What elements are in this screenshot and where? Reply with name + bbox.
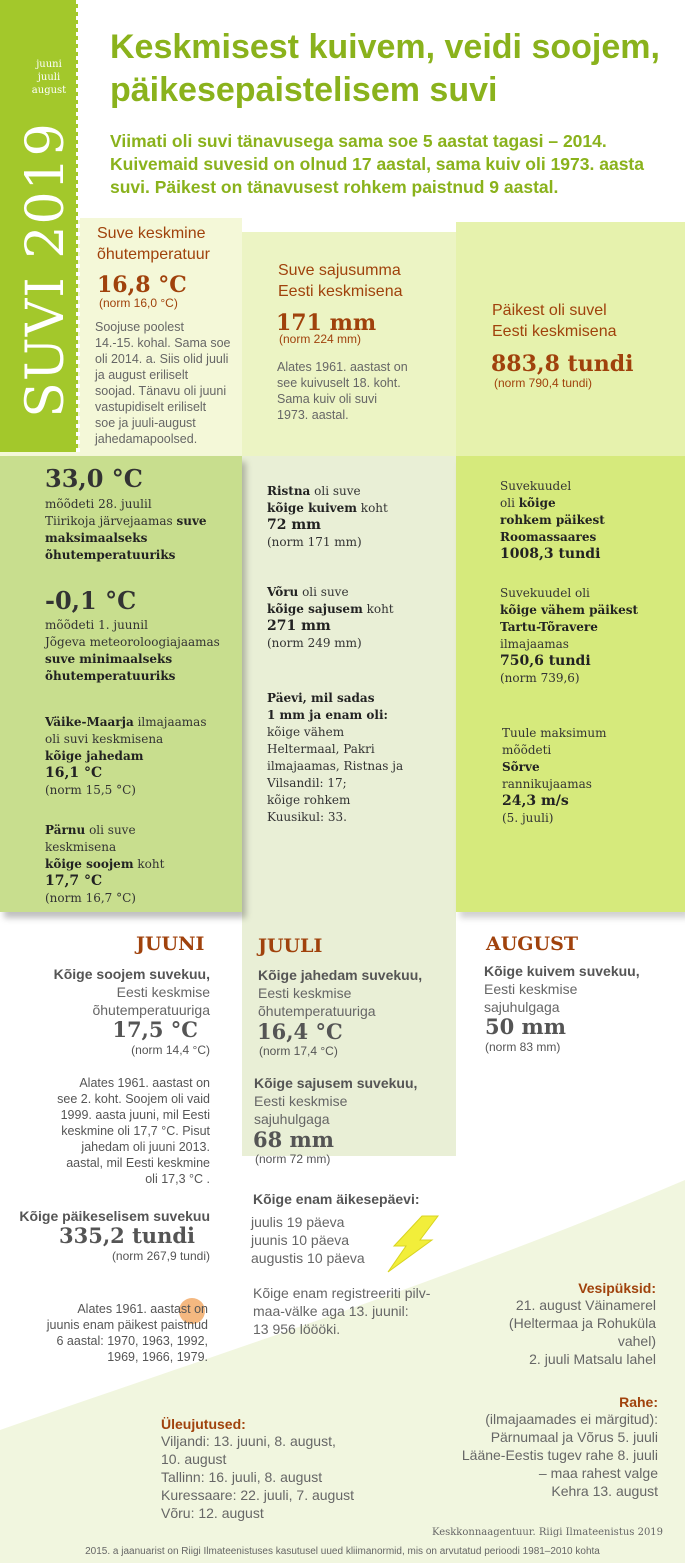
july-thunder-text: juulis 19 päeva juunis 10 päeva augustis 10 päeva	[251, 1214, 365, 1266]
june-warm-value: 17,5 °C	[112, 1017, 198, 1042]
warmest-norm: (norm 16,7 °C)	[45, 891, 136, 905]
least-sun-place: Tartu-Tõravere	[500, 620, 598, 634]
coldest-value: 16,1 °C	[45, 765, 103, 781]
max-temp-line: mõõdeti 28. juulil	[45, 497, 152, 511]
wettest-line: koht	[362, 602, 394, 616]
july-lightning-text: Kõige enam registreeriti pilv- maa-välke aga 13. juunil: 13 956 löööki.	[253, 1285, 431, 1337]
driest-place-block	[267, 483, 452, 551]
wind-line: mõõdeti	[502, 743, 552, 757]
least-sun-bold: kõige vähem päikest	[500, 603, 639, 617]
june-warm-norm: (norm 14,4 °C)	[131, 1043, 210, 1057]
max-temp-value: 33,0 °C	[45, 464, 143, 493]
most-sun-bold: kõige	[518, 496, 556, 510]
july-title: JUULI	[258, 935, 323, 957]
coldest-place: Väike-Maarja	[45, 715, 134, 729]
wind-date: (5. juuli)	[502, 811, 554, 825]
max-temp-bold: õhutemperatuuriks	[45, 548, 176, 562]
august-dry-norm: (norm 83 mm)	[485, 1040, 561, 1054]
least-sun-line: Suvekuudel oli	[500, 586, 590, 600]
least-sun-block	[500, 585, 680, 687]
coldest-place-block	[45, 714, 240, 799]
wettest-norm: (norm 249 mm)	[267, 636, 362, 650]
driest-bold: kõige kuivem	[267, 501, 357, 515]
coldest-bold: kõige jahedam	[45, 749, 144, 763]
most-sun-place: Roomassaares	[500, 530, 597, 544]
warmest-line: oli suve	[85, 823, 136, 837]
wettest-place-block	[267, 584, 452, 652]
precipitation-norm: (norm 224 mm)	[279, 332, 362, 346]
least-sun-norm: (norm 739,6)	[500, 671, 580, 685]
june-sun-head-bold: Kõige päikeselisem suvekuu	[19, 1208, 210, 1224]
rain-days-title: Päevi, mil sadas 1 mm ja enam oli:	[267, 691, 388, 722]
wind-block	[502, 725, 682, 827]
max-temp-bold: suve	[176, 514, 207, 528]
precipitation-text: Alates 1961. aastast on see kuivuselt 18. koht. Sama kuiv oli suvi 1973. aastal.	[277, 360, 408, 422]
august-dry-head	[484, 962, 679, 1016]
july-cold-head-bold: Kõige jahedam suvekuu,	[258, 967, 423, 983]
august-dry-value: 50 mm	[485, 1014, 566, 1039]
coldest-line: ilmajaamas	[133, 715, 207, 729]
most-sun-value: 1008,3 tundi	[500, 546, 601, 562]
warmest-place-block	[45, 822, 240, 907]
july-cold-value: 16,4 °C	[257, 1019, 343, 1044]
waterspouts-text: 21. august Väinamerel (Heltermaa ja Rohuküla vahel) 2. juuli Matsalu lahel	[508, 1297, 656, 1367]
side-month: juuli	[37, 72, 61, 83]
wettest-line: oli suve	[298, 585, 349, 599]
most-sun-line: oli	[500, 496, 519, 510]
wettest-bold: kõige sajusem	[267, 602, 363, 616]
june-sun-norm: (norm 267,9 tundi)	[111, 1249, 210, 1263]
august-dry-head-text: Eesti keskmise sajuhulgaga	[484, 981, 578, 1015]
most-sun-block	[500, 478, 680, 563]
warmest-place: Pärnu	[45, 823, 86, 837]
least-sun-value: 750,6 tundi	[500, 653, 591, 669]
min-temp-value: -0,1 °C	[45, 586, 137, 615]
most-sun-bold: rohkem päikest	[500, 513, 605, 527]
floods-block	[161, 1416, 391, 1522]
wind-place: Sõrve	[502, 760, 540, 774]
warmest-value: 17,7 °C	[45, 873, 103, 889]
floods-title: Üleujutused:	[161, 1416, 246, 1432]
coldest-line: oli suvi keskmisena	[45, 732, 164, 746]
min-temp-line: Jõgeva meteoroloogiajaamas	[45, 635, 220, 649]
wind-line: Tuule maksimum	[502, 726, 607, 740]
june-title: JUUNI	[136, 933, 205, 955]
june-warm-head-bold: Kõige soojem suvekuu,	[53, 966, 210, 982]
sunshine-value: 883,8 tundi	[491, 351, 634, 377]
july-cold-head	[258, 966, 453, 1020]
august-title: AUGUST	[486, 933, 578, 955]
side-month: juuni	[36, 59, 62, 70]
max-temp-place: Tiirikoja järvejaamas	[45, 514, 177, 528]
precipitation-header: Suve sajusumma Eesti keskmisena	[278, 262, 403, 300]
july-wet-head-bold: Kõige sajusem suvekuu,	[254, 1075, 418, 1091]
rain-days-text: kõige vähem Heltermaal, Pakri ilmajaamas, Ristnas ja Vilsandil: 17; kõige rohkem Kuusikul: 33.	[267, 725, 404, 824]
driest-line: koht	[356, 501, 388, 515]
july-thunder-head	[253, 1190, 453, 1208]
max-temp-bold: maksimaalseks	[45, 531, 148, 545]
least-sun-line: ilmajaamas	[500, 637, 569, 651]
july-wet-head-text: Eesti keskmise sajuhulgaga	[254, 1093, 348, 1127]
coldest-norm: (norm 15,5 °C)	[45, 783, 136, 797]
side-months	[0, 58, 98, 97]
june-warm-text: Alates 1961. aastast on see 2. koht. Soojem oli vaid 1999. aasta juuni, mil Eesti keskmine oli 17,7 °C. Pisut jahedam oli juuni 2013. aastal, mil Eesti keskmine oli 17,3 °C .	[57, 1076, 210, 1186]
july-wet-head	[254, 1074, 449, 1128]
lightning-icon	[380, 1214, 440, 1274]
sunshine-norm: (norm 790,4 tundi)	[494, 376, 593, 390]
waterspouts-title: Vesipüksid:	[578, 1280, 656, 1296]
min-temp-line: mõõdeti 1. juunil	[45, 618, 148, 632]
june-sun-text: Alates 1961. aastast on juunis enam päikest paistnud 6 aastal: 1970, 1963, 1992, 1969, 1966, 1979.	[46, 1302, 208, 1364]
august-dry-head-bold: Kõige kuivem suvekuu,	[484, 963, 640, 979]
page-title: Keskmisest kuivem, veidi soojem, päikesepaistelisem suvi	[110, 28, 660, 109]
wind-value: 24,3 m/s	[502, 793, 569, 809]
credit: Keskkonnaagentuur. Riigi Ilmateenistus 2019	[432, 1527, 664, 1538]
floods-text: Viljandi: 13. juuni, 8. august, 10. august Tallinn: 16. juuli, 8. august Kuressaare: 22. juuli, 7. august Võru: 12. august	[161, 1433, 355, 1521]
june-warm-head	[10, 965, 210, 1019]
hail-block	[430, 1394, 658, 1500]
wettest-value: 271 mm	[267, 618, 331, 634]
hail-text: (ilmajaamades ei märgitud): Pärnumaal ja Võrus 5. juuli Lääne-Eestis tugev rahe 8. juuli – maa rahest valge Kehra 13. august	[461, 1411, 658, 1499]
temperature-value: 16,8 °C	[97, 272, 187, 298]
wind-line: rannikujaamas	[502, 777, 592, 791]
wettest-place: Võru	[267, 585, 299, 599]
warmest-line: koht	[133, 857, 165, 871]
sunshine-header: Päikest oli suvel Eesti keskmisena	[492, 302, 617, 340]
temperature-header: Suve keskmine õhutemperatuur	[97, 225, 210, 263]
waterspouts-block	[430, 1280, 656, 1368]
max-temp-line	[45, 513, 240, 530]
most-sun-line: Suvekuudel	[500, 479, 572, 493]
min-temp-text	[45, 617, 240, 685]
max-temp-text	[45, 496, 240, 564]
july-wet-norm: (norm 72 mm)	[255, 1152, 331, 1166]
driest-line: oli suve	[310, 484, 361, 498]
july-cold-head-text: Eesti keskmise õhutemperatuuriga	[258, 985, 376, 1019]
temperature-norm: (norm 16,0 °C)	[99, 296, 178, 310]
july-thunder-head-bold: Kõige enam äikesepäevi:	[253, 1191, 420, 1207]
min-temp-bold: suve minimaalseks	[45, 652, 173, 666]
july-wet-value: 68 mm	[253, 1127, 334, 1152]
hail-title: Rahe:	[619, 1394, 658, 1410]
rain-days-block	[267, 690, 452, 826]
july-cold-norm: (norm 17,4 °C)	[259, 1044, 338, 1058]
side-year-label: SUVI 2019	[16, 122, 76, 418]
min-temp-bold: õhutemperatuuriks	[45, 669, 176, 683]
driest-place: Ristna	[267, 484, 311, 498]
intro-text: Viimati oli suvi tänavusega sama soe 5 aastat tagasi – 2014. Kuivemaid suvesid on olnud 17 aastal, sama kuiv oli 1973. aasta suvi. Päikest on tänavusest rohkem paistnud 9 aastal.	[110, 131, 644, 197]
side-month: august	[31, 85, 67, 96]
june-sun-value: 335,2 tundi	[59, 1223, 195, 1248]
warmest-bold: kõige soojem	[45, 857, 134, 871]
footnote: 2015. a jaanuarist on Riigi Ilmateenistuses kasutusel uued kliimanormid, mis on arvutatud perioodi 1981–2010 kohta	[85, 1546, 600, 1557]
precipitation-value: 171 mm	[276, 310, 377, 336]
driest-value: 72 mm	[267, 517, 321, 533]
june-warm-head-text: Eesti keskmise õhutemperatuuriga	[92, 984, 210, 1018]
driest-norm: (norm 171 mm)	[267, 535, 362, 549]
temperature-text: Soojuse poolest 14.-15. kohal. Sama soe oli 2014. a. Siis olid juuli ja august eriliselt soojad. Tänavu oli juuni vastupidiselt eriliselt soe ja juuli-august jahedamapoolsed.	[95, 320, 231, 446]
warmest-line: keskmisena	[45, 840, 117, 854]
